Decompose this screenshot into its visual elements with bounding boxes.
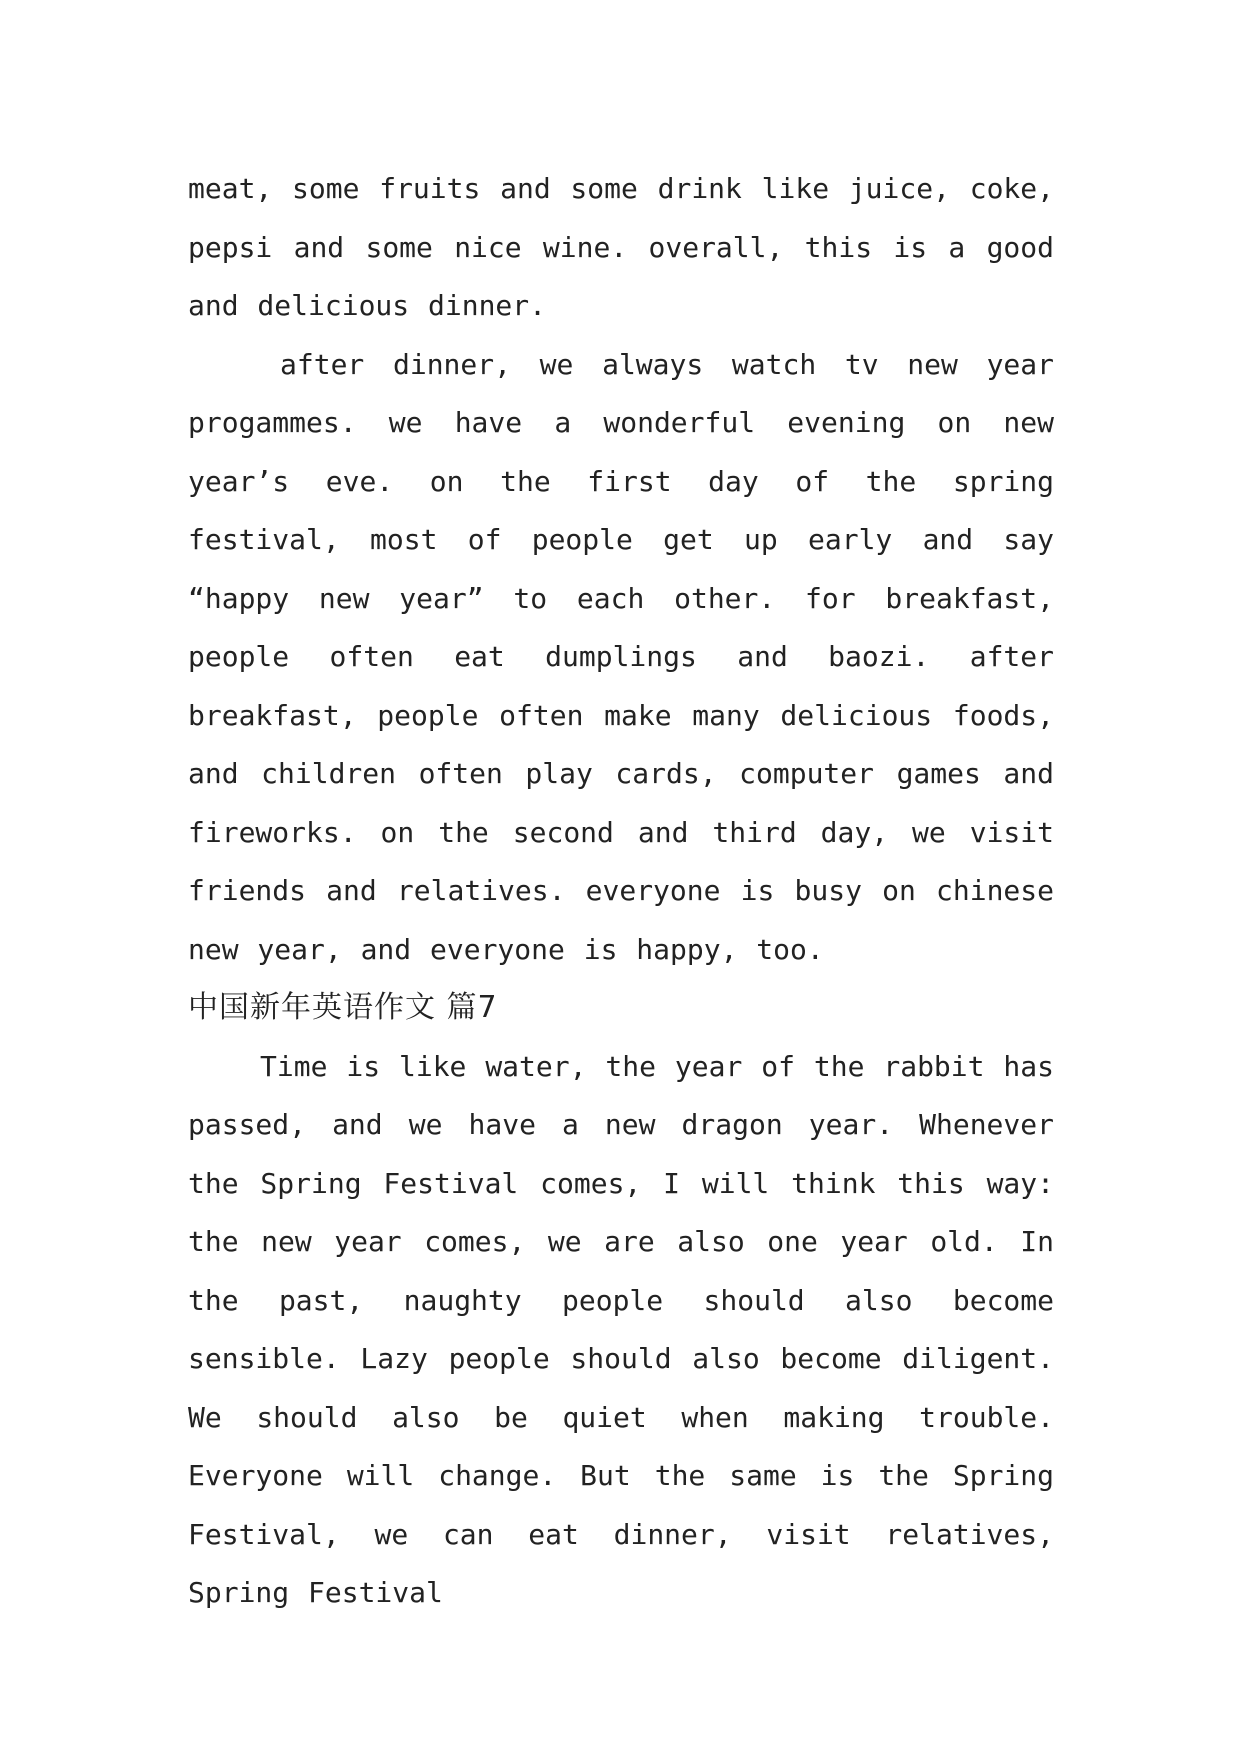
section-heading: 中国新年英语作文 篇7 (188, 990, 498, 1025)
document-body (188, 160, 1054, 1623)
paragraph-new-year-activities: after dinner, we always watch tv new year progammes. we have a wonderful evening on new year’s eve. on the first day of the spring festival, most of people get up early and say “happy new year” to each other. for breakfast, people often eat dumplings and baozi. after breakfast, people often make many delicious foods, and children often play cards, computer games and fireworks. on the second and third day, we visit friends and relatives. everyone is busy on chinese new year, and everyone is happy, too. (188, 347, 1054, 966)
paragraph-dinner-ending: meat, some fruits and some drink like juice, coke, pepsi and some nice wine. overall, this is a good and delicious dinner. (188, 172, 1054, 322)
paragraph-dragon-year: Time is like water, the year of the rabbit has passed, and we have a new dragon year. Whenever the Spring Festival comes, I will think this way: the new year comes, we are also one year old. In the past, naughty people should also become sensible. Lazy people should also become diligent. We should also be quiet when making trouble. Everyone will change. But the same is the Spring Festival, we can eat dinner, visit relatives, Spring Festival (188, 1049, 1054, 1609)
